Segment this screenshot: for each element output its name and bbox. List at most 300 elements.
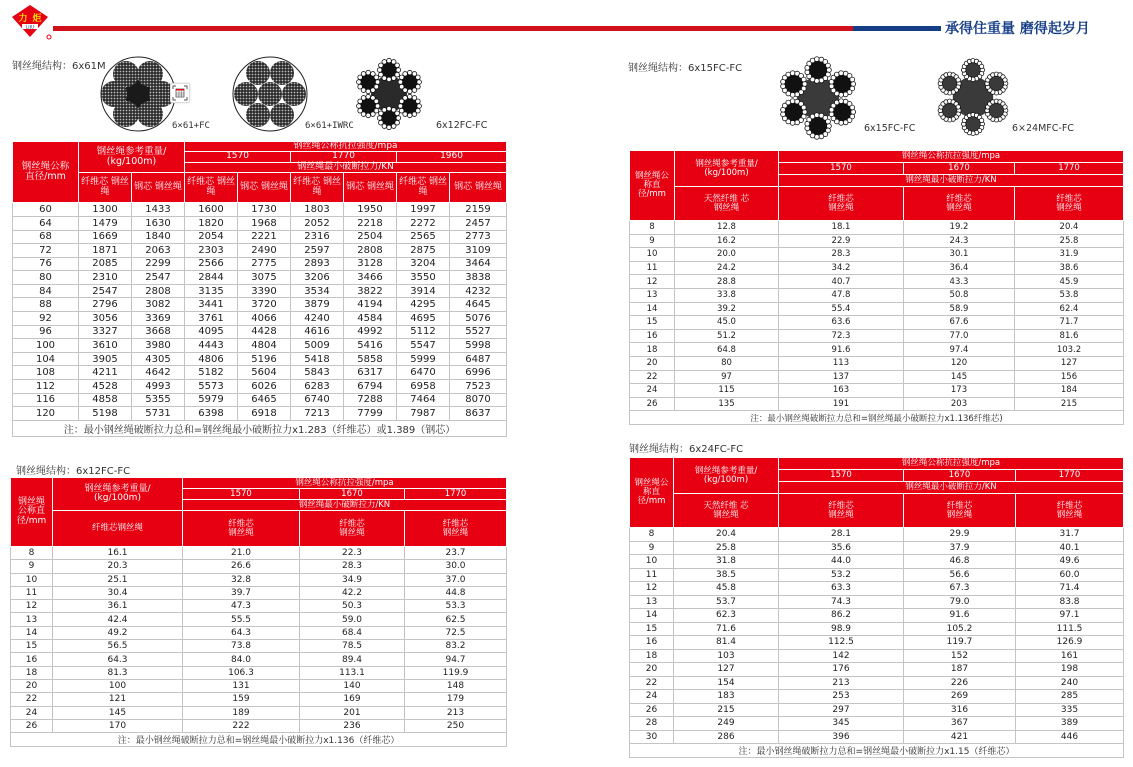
value-cell: 161 (1016, 649, 1124, 663)
value-cell: 6283 (291, 380, 344, 394)
value-cell: 45.9 (1015, 275, 1124, 289)
grade-header: 1670 (300, 489, 405, 500)
value-cell: 2875 (397, 244, 450, 258)
value-cell: 45.8 (674, 582, 779, 596)
value-cell: 34.2 (779, 261, 904, 275)
table-row (13, 271, 507, 285)
value-cell: 154 (674, 676, 779, 690)
value-cell: 31.9 (1015, 248, 1124, 262)
value-cell: 91.6 (779, 343, 904, 357)
value-cell: 4858 (79, 393, 132, 407)
table-row (11, 653, 507, 666)
header-diameter: 钢丝绳公称直径/mm (630, 151, 675, 221)
table-row (630, 275, 1124, 289)
table-row (630, 316, 1124, 330)
value-cell: 91.6 (904, 609, 1016, 623)
table-row (11, 600, 507, 613)
value-cell: 2565 (397, 230, 450, 244)
value-cell: 6794 (344, 380, 397, 394)
subheader-fiber-core: 纤维芯 钢丝绳 (1015, 187, 1124, 221)
value-cell: 43.3 (904, 275, 1015, 289)
value-cell: 120 (904, 356, 1015, 370)
subheader-fiber-core: 纤维芯 钢丝绳 (397, 173, 450, 203)
value-cell: 240 (1016, 676, 1124, 690)
value-cell: 100 (53, 679, 183, 692)
rope-strand (961, 58, 984, 81)
value-cell: 1820 (185, 216, 238, 230)
diameter-cell: 64 (13, 216, 79, 230)
value-cell: 47.3 (183, 600, 300, 613)
value-cell: 28.1 (779, 528, 904, 542)
value-cell: 2547 (132, 271, 185, 285)
value-cell: 103.2 (1015, 343, 1124, 357)
value-cell: 176 (779, 663, 904, 677)
value-cell: 4194 (344, 298, 397, 312)
value-cell: 297 (779, 703, 904, 717)
table-row (630, 663, 1124, 677)
value-cell: 3980 (132, 339, 185, 353)
table-row (13, 203, 507, 217)
value-cell: 55.5 (183, 613, 300, 626)
grade-header: 1570 (779, 470, 904, 482)
value-cell: 47.8 (779, 288, 904, 302)
value-cell: 222 (183, 719, 300, 732)
subheader-fiber-core: 纤维芯 钢丝绳 (300, 511, 405, 547)
value-cell: 3369 (132, 312, 185, 326)
table-row (630, 555, 1124, 569)
value-cell: 2893 (291, 257, 344, 271)
table-row (630, 356, 1124, 370)
diameter-cell: 76 (13, 257, 79, 271)
diameter-cell: 108 (13, 366, 79, 380)
value-cell: 5999 (397, 352, 450, 366)
table-row (630, 676, 1124, 690)
table-row (13, 244, 507, 258)
value-cell: 285 (1016, 690, 1124, 704)
brand-slogan: 承得住重量 磨得起岁月 (945, 21, 1090, 37)
value-cell: 5547 (397, 339, 450, 353)
value-cell: 5182 (185, 366, 238, 380)
value-cell: 2773 (450, 230, 507, 244)
diameter-cell: 120 (13, 407, 79, 421)
value-cell: 145 (53, 706, 183, 719)
value-cell: 1630 (132, 216, 185, 230)
value-cell: 6398 (185, 407, 238, 421)
diameter-cell: 26 (11, 719, 53, 732)
value-cell: 5731 (132, 407, 185, 421)
value-cell: 72.5 (405, 626, 507, 639)
value-cell: 3761 (185, 312, 238, 326)
diameter-cell: 12 (630, 582, 674, 596)
value-cell: 24.3 (904, 234, 1015, 248)
value-cell: 3879 (291, 298, 344, 312)
value-cell: 73.8 (183, 640, 300, 653)
value-cell: 137 (779, 370, 904, 384)
table-row (11, 613, 507, 626)
svg-text:炬: 炬 (32, 14, 42, 24)
value-cell: 2316 (291, 230, 344, 244)
value-cell: 3822 (344, 284, 397, 298)
diagram-caption-6x12fc: 6x12FC-FC (436, 120, 488, 131)
value-cell: 2052 (291, 216, 344, 230)
value-cell: 71.4 (1016, 582, 1124, 596)
value-cell: 7987 (397, 407, 450, 421)
value-cell: 3466 (344, 271, 397, 285)
subheader-fiber-core: 纤维芯 钢丝绳 (185, 173, 238, 203)
header-weight: 钢丝绳参考重量/ (kg/100m) (674, 458, 779, 494)
value-cell: 58.9 (904, 302, 1015, 316)
header-weight: 钢丝绳参考重量/ (kg/100m) (79, 142, 185, 173)
spec-table-6x12fc (10, 477, 507, 747)
value-cell: 49.6 (1016, 555, 1124, 569)
value-cell: 4066 (238, 312, 291, 326)
value-cell: 345 (779, 717, 904, 731)
value-cell: 67.6 (904, 316, 1015, 330)
table-scan-icon[interactable] (170, 83, 190, 103)
table-row (630, 609, 1124, 623)
value-cell: 2054 (185, 230, 238, 244)
value-cell: 51.2 (675, 329, 779, 343)
value-cell: 80 (675, 356, 779, 370)
value-cell: 2159 (450, 203, 507, 217)
value-cell: 81.4 (674, 636, 779, 650)
subheader-natural-fiber: 天然纤维 芯钢丝绳 (674, 494, 779, 528)
value-cell: 213 (779, 676, 904, 690)
table-row (11, 547, 507, 560)
subheader-fiber-core: 纤维芯 钢丝绳 (779, 494, 904, 528)
value-cell: 113.1 (300, 666, 405, 679)
table-row (13, 407, 507, 421)
value-cell: 3075 (238, 271, 291, 285)
subheader-steel-core: 钢芯 钢丝绳 (238, 173, 291, 203)
value-cell: 112.5 (779, 636, 904, 650)
diameter-cell: 10 (11, 573, 53, 586)
value-cell: 78.5 (300, 640, 405, 653)
value-cell: 2808 (132, 284, 185, 298)
header-red-bar (53, 26, 853, 31)
table-note: 注：最小钢丝绳破断拉力总和=钢丝绳最小破断拉力x1.136（纤维芯） (11, 733, 507, 747)
value-cell: 40.1 (1016, 541, 1124, 555)
table-row (630, 261, 1124, 275)
table-row (11, 586, 507, 599)
value-cell: 4584 (344, 312, 397, 326)
subheader-fiber-core: 纤维芯 钢丝绳 (904, 187, 1015, 221)
table-row (11, 719, 507, 732)
value-cell: 4616 (291, 325, 344, 339)
table-row (13, 312, 507, 326)
subheader-steel-core: 钢芯 钢丝绳 (450, 173, 507, 203)
value-cell: 53.7 (674, 595, 779, 609)
value-cell: 44.8 (405, 586, 507, 599)
diameter-cell: 28 (630, 717, 674, 731)
table-row (11, 560, 507, 573)
value-cell: 6487 (450, 352, 507, 366)
value-cell: 28.3 (779, 248, 904, 262)
value-cell: 33.8 (675, 288, 779, 302)
value-cell: 28.3 (300, 560, 405, 573)
value-cell: 335 (1016, 703, 1124, 717)
table-row (11, 679, 507, 692)
value-cell: 3056 (79, 312, 132, 326)
value-cell: 5196 (238, 352, 291, 366)
value-cell: 23.7 (405, 547, 507, 560)
value-cell: 215 (674, 703, 779, 717)
value-cell: 30.4 (53, 586, 183, 599)
value-cell: 5604 (238, 366, 291, 380)
value-cell: 56.5 (53, 640, 183, 653)
rope-strand (938, 72, 961, 95)
value-cell: 3109 (450, 244, 507, 258)
value-cell: 39.2 (675, 302, 779, 316)
value-cell: 37.9 (904, 541, 1016, 555)
value-cell: 140 (300, 679, 405, 692)
value-cell: 226 (904, 676, 1016, 690)
diameter-cell: 11 (630, 568, 674, 582)
table-note: 注：最小钢丝绳破断拉力总和=钢丝绳最小破断拉力x1.136纤维芯) (630, 411, 1124, 425)
value-cell: 3135 (185, 284, 238, 298)
value-cell: 5355 (132, 393, 185, 407)
section-label-6x24fc: 钢丝绳结构：6x24FC-FC (629, 444, 744, 455)
header-weight: 钢丝绳参考重量/ (kg/100m) (675, 151, 779, 187)
value-cell: 20.4 (674, 528, 779, 542)
value-cell: 4428 (238, 325, 291, 339)
diameter-cell: 11 (630, 261, 675, 275)
table-row (630, 703, 1124, 717)
spec-table-6x61m (12, 141, 507, 437)
grade-header: 1670 (904, 470, 1016, 482)
value-cell: 67.3 (904, 582, 1016, 596)
value-cell: 2457 (450, 216, 507, 230)
header-strength: 钢丝绳公称抗拉强度/mpa (185, 142, 507, 152)
value-cell: 3128 (344, 257, 397, 271)
value-cell: 163 (779, 384, 904, 398)
table-row (630, 541, 1124, 555)
value-cell: 1803 (291, 203, 344, 217)
diameter-cell: 12 (11, 600, 53, 613)
value-cell: 63.6 (779, 316, 904, 330)
table-row (11, 573, 507, 586)
table-row (11, 626, 507, 639)
value-cell: 179 (405, 693, 507, 706)
value-cell: 7523 (450, 380, 507, 394)
value-cell: 53.2 (779, 568, 904, 582)
rope-diagram-6x61-fc (98, 55, 180, 133)
subheader-fiber-core: 纤维芯 钢丝绳 (183, 511, 300, 547)
diameter-cell: 24 (630, 384, 675, 398)
diameter-cell: 22 (630, 370, 675, 384)
value-cell: 31.8 (674, 555, 779, 569)
table-row (630, 384, 1124, 398)
grade-header: 1570 (779, 163, 904, 175)
value-cell: 159 (183, 693, 300, 706)
value-cell: 121 (53, 693, 183, 706)
diameter-cell: 72 (13, 244, 79, 258)
value-cell: 198 (1016, 663, 1124, 677)
value-cell: 72.3 (779, 329, 904, 343)
value-cell: 1300 (79, 203, 132, 217)
diameter-cell: 14 (11, 626, 53, 639)
value-cell: 35.6 (779, 541, 904, 555)
value-cell: 50.3 (300, 600, 405, 613)
value-cell: 127 (674, 663, 779, 677)
value-cell: 111.5 (1016, 622, 1124, 636)
value-cell: 97 (675, 370, 779, 384)
value-cell: 2218 (344, 216, 397, 230)
subheader-fiber-core: 纤维芯 钢丝绳 (291, 173, 344, 203)
value-cell: 203 (904, 397, 1015, 411)
grade-header: 1960 (397, 152, 507, 162)
value-cell: 45.0 (675, 316, 779, 330)
value-cell: 3082 (132, 298, 185, 312)
subheader-fiber-core: 纤维芯钢丝绳 (53, 511, 183, 547)
value-cell: 53.8 (1015, 288, 1124, 302)
table-row (13, 230, 507, 244)
diameter-cell: 20 (11, 679, 53, 692)
header-weight: 钢丝绳参考重量/ (kg/100m) (53, 478, 183, 511)
value-cell: 7288 (344, 393, 397, 407)
table-row (630, 248, 1124, 262)
value-cell: 4232 (450, 284, 507, 298)
value-cell: 3390 (238, 284, 291, 298)
value-cell: 127 (1015, 356, 1124, 370)
value-cell: 5843 (291, 366, 344, 380)
table-row (630, 690, 1124, 704)
header-diameter: 钢丝绳公称直径/mm (630, 458, 674, 528)
value-cell: 3838 (450, 271, 507, 285)
value-cell: 6918 (238, 407, 291, 421)
value-cell: 5076 (450, 312, 507, 326)
value-cell: 8070 (450, 393, 507, 407)
diameter-cell: 100 (13, 339, 79, 353)
value-cell: 183 (674, 690, 779, 704)
table-row (630, 622, 1124, 636)
value-cell: 389 (1016, 717, 1124, 731)
table-row (13, 298, 507, 312)
value-cell: 1997 (397, 203, 450, 217)
header-strength: 钢丝绳公称抗拉强度/mpa (183, 478, 507, 489)
value-cell: 19.2 (904, 221, 1015, 235)
value-cell: 2310 (79, 271, 132, 285)
table-row (630, 595, 1124, 609)
value-cell: 2299 (132, 257, 185, 271)
value-cell: 187 (904, 663, 1016, 677)
diameter-cell: 18 (630, 649, 674, 663)
value-cell: 3914 (397, 284, 450, 298)
value-cell: 316 (904, 703, 1016, 717)
value-cell: 16.1 (53, 547, 183, 560)
value-cell: 94.7 (405, 653, 507, 666)
value-cell: 4993 (132, 380, 185, 394)
value-cell: 25.8 (1015, 234, 1124, 248)
value-cell: 36.4 (904, 261, 1015, 275)
table-note: 注：最小钢丝绳破断拉力总和=钢丝绳最小破断拉力x1.15（纤维芯） (630, 744, 1124, 758)
value-cell: 30.0 (405, 560, 507, 573)
diameter-cell: 92 (13, 312, 79, 326)
value-cell: 56.6 (904, 568, 1016, 582)
value-cell: 152 (904, 649, 1016, 663)
header-breaking-force: 钢丝绳最小破断拉力/KN (779, 175, 1124, 187)
value-cell: 3905 (79, 352, 132, 366)
value-cell: 2547 (79, 284, 132, 298)
header-strength: 钢丝绳公称抗拉强度/mpa (779, 458, 1124, 470)
value-cell: 53.3 (405, 600, 507, 613)
rope-diagram-6x61-iwrc (230, 55, 312, 133)
diameter-cell: 24 (11, 706, 53, 719)
subheader-fiber-core: 纤维芯 钢丝绳 (904, 494, 1016, 528)
value-cell: 32.8 (183, 573, 300, 586)
grade-header: 1570 (185, 152, 291, 162)
value-cell: 40.7 (779, 275, 904, 289)
table-row (630, 221, 1124, 235)
value-cell: 5573 (185, 380, 238, 394)
value-cell: 4806 (185, 352, 238, 366)
value-cell: 44.0 (779, 555, 904, 569)
value-cell: 5112 (397, 325, 450, 339)
diameter-cell: 9 (11, 560, 53, 573)
value-cell: 148 (405, 679, 507, 692)
table-row (13, 325, 507, 339)
value-cell: 4695 (397, 312, 450, 326)
value-cell: 191 (779, 397, 904, 411)
diagram-caption-6x15fc: 6x15FC-FC (864, 123, 916, 134)
spec-table-6x15fc (629, 150, 1124, 425)
value-cell: 84.0 (183, 653, 300, 666)
diameter-cell: 88 (13, 298, 79, 312)
value-cell: 79.0 (904, 595, 1016, 609)
value-cell: 3327 (79, 325, 132, 339)
rope-diagram-6x24mfc (928, 53, 1018, 141)
value-cell: 22.9 (779, 234, 904, 248)
spec-table-6x24fc (629, 457, 1124, 758)
diameter-cell: 13 (630, 595, 674, 609)
value-cell: 5198 (79, 407, 132, 421)
diameter-cell: 18 (630, 343, 675, 357)
header-breaking-force: 钢丝绳最小破断拉力/KN (183, 500, 507, 511)
value-cell: 1600 (185, 203, 238, 217)
section-label-6x15fc: 钢丝绳结构：6x15FC-FC (628, 63, 743, 74)
value-cell: 119.7 (904, 636, 1016, 650)
value-cell: 253 (779, 690, 904, 704)
subheader-fiber-core: 纤维芯 钢丝绳 (779, 187, 904, 221)
diameter-cell: 96 (13, 325, 79, 339)
table-row (630, 370, 1124, 384)
diameter-cell: 14 (630, 302, 675, 316)
value-cell: 1968 (238, 216, 291, 230)
value-cell: 4305 (132, 352, 185, 366)
diagram-caption-6x61-fc: 6×61+FC (172, 121, 210, 131)
table-row (630, 329, 1124, 343)
value-cell: 6996 (450, 366, 507, 380)
value-cell: 6465 (238, 393, 291, 407)
value-cell: 6317 (344, 366, 397, 380)
diameter-cell: 20 (630, 663, 674, 677)
value-cell: 62.4 (1015, 302, 1124, 316)
value-cell: 3550 (397, 271, 450, 285)
diameter-cell: 112 (13, 380, 79, 394)
value-cell: 31.7 (1016, 528, 1124, 542)
value-cell: 2063 (132, 244, 185, 258)
value-cell: 421 (904, 730, 1016, 744)
value-cell: 3204 (397, 257, 450, 271)
value-cell: 2504 (344, 230, 397, 244)
header-diameter: 钢丝绳公称直径/mm (13, 142, 79, 203)
value-cell: 97.4 (904, 343, 1015, 357)
value-cell: 5418 (291, 352, 344, 366)
subheader-fiber-core: 纤维芯 钢丝绳 (79, 173, 132, 203)
subheader-steel-core: 钢芯 钢丝绳 (132, 173, 185, 203)
value-cell: 4992 (344, 325, 397, 339)
value-cell: 215 (1015, 397, 1124, 411)
